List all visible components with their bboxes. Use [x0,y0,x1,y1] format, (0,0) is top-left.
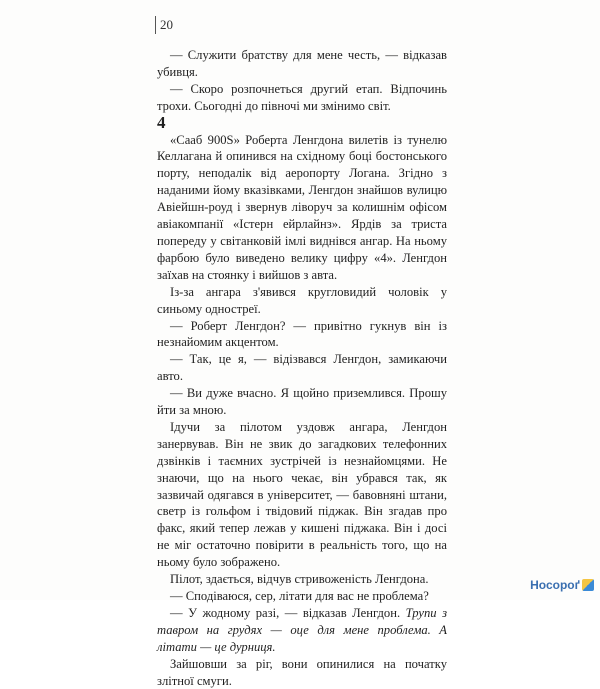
paragraph: — Служити братству для мене честь, — відказав убивця. [157,48,447,79]
page-number: 20 [155,16,173,34]
watermark-text: Носороґ [530,578,580,592]
paragraph: Зайшовши за ріг, вони опинилися на початку злітної смуги. [157,656,447,688]
page-text [157,47,447,689]
paragraph: «Сааб 900S» Роберта Ленгдона вилетів із тунелю Келлагана й опинився на східному боці бостонського порту, неподалік від аеропорту Логана. Згідно з наданими йому вказівками, Ленгдон знайшов вулицю Авіейшн-роуд і звернув ліворуч за колишнім офісом авіакомпанії «Істерн ейрлайнз». Ярдів за триста попереду у світанковій імлі виднівся ангар. На ньому фарбою було виведено велику цифру «4». Ленгдон заїхав на стоянку і вийшов з авта. [157,132,447,282]
paragraph: — Сподіваюся, сер, літати для вас не проблема? [170,589,429,603]
watermark-logo [530,578,594,592]
paragraph [157,605,447,656]
paragraph: — Роберт Ленгдон? — привітно гукнув він із незнайомим акцентом. [157,318,447,350]
paragraph: — Так, це я, — відізвався Ленгдон, замикаючи авто. [157,352,447,384]
paragraph: Із-за ангара з'явився кругловидий чоловік у синьому одностреї. [157,284,447,316]
italic-thought: Трупи з тавром на грудях — оце для мене проблема. А літати — це дурниця. [157,605,447,654]
dialogue-text: — У жодному разі, — відказав Ленгдон. [170,605,406,620]
paragraph: — Ви дуже вчасно. Я щойно приземлився. Прошу йти за мною. [157,386,447,418]
paragraph: Пілот, здається, відчув стривоженість Ленгдона. [170,572,429,587]
cube-logo-icon [582,579,594,591]
chapter-number: 4 [157,112,166,132]
paragraph: Ідучи за пілотом уздовж ангара, Ленгдон занервував. Він не звик до загадкових телефонних дзвінків і таємних зустрічей із незнайомцями. Не знаючи, що на нього чекає, він убрався так, як зазвичай одягався в університет, — бавовняні штани, светр із гольфом і твідовий піджак. Він згадав про факс, який тепер лежав у кишені піджака. Він і досі не міг остаточно повірити в реальність того, що на ньому було зображено. [157,419,447,570]
paragraph: — Скоро розпочнеться другий етап. Відпочинь трохи. Сьогодні до півночі ми змінимо світ. [157,81,447,113]
